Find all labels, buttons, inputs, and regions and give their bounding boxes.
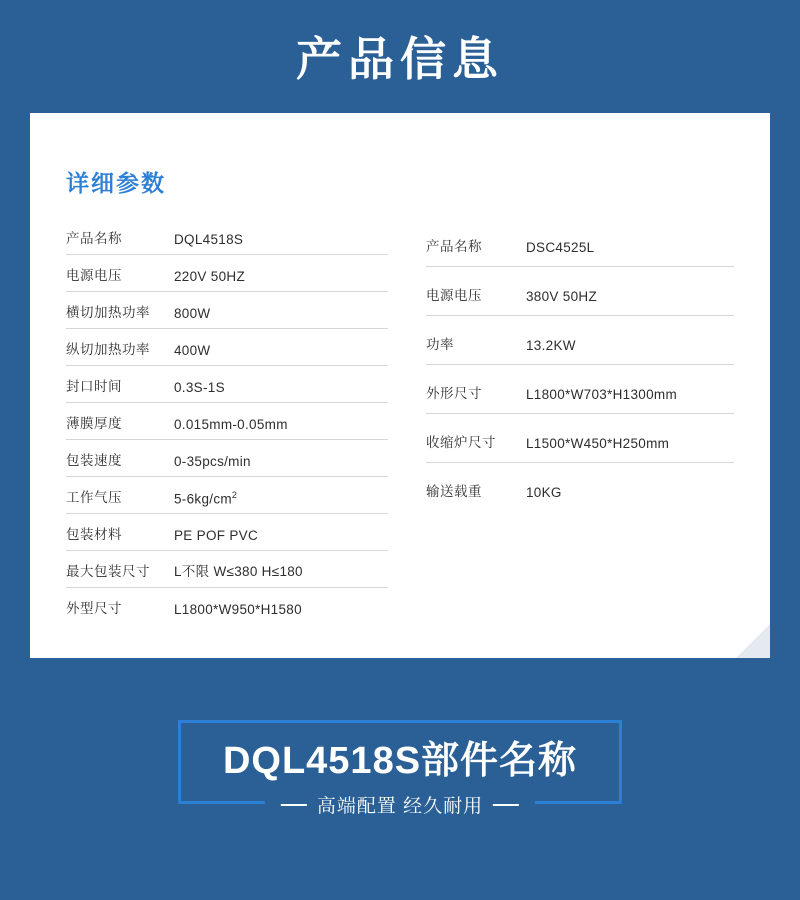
spec-label: 工作气压: [66, 490, 122, 505]
spec-label: 纵切加热功率: [66, 342, 150, 357]
spec-row: [426, 414, 734, 463]
spec-row: [426, 267, 734, 316]
spec-label: 最大包装尺寸: [66, 564, 150, 579]
spec-label: 产品名称: [66, 231, 122, 246]
spec-label: 包装速度: [66, 453, 122, 468]
rule-right: [493, 804, 519, 806]
spec-row: [426, 365, 734, 414]
spec-row: [66, 218, 388, 255]
spec-value: 0-35pcs/min: [174, 454, 251, 469]
spec-row: [66, 477, 388, 514]
card-corner-fold: [736, 624, 770, 658]
spec-value: $5-6kg/cm^2$: [174, 489, 238, 506]
spec-row: [426, 316, 734, 365]
spec-row: [66, 403, 388, 440]
spec-value: 0.3S-1S: [174, 380, 225, 395]
bottom-banner: [0, 720, 800, 817]
spec-row: [66, 588, 388, 624]
spec-value: DSC4525L: [526, 240, 595, 255]
spec-row: [66, 329, 388, 366]
spec-label: 输送载重: [426, 484, 482, 499]
spec-value: L1800*W950*H1580: [174, 602, 302, 617]
spec-label: 薄膜厚度: [66, 416, 122, 431]
spec-value: 380V 50HZ: [526, 289, 597, 304]
spec-value: DQL4518S: [174, 232, 244, 247]
spec-value: L不限 W≤380 H≤180: [174, 564, 303, 579]
spec-label: 电源电压: [426, 288, 482, 303]
spec-value: 0.015mm-0.05mm: [174, 417, 288, 432]
spec-value: PE POF PVC: [174, 528, 259, 543]
spec-value: 220V 50HZ: [174, 269, 245, 284]
banner-box: [178, 720, 622, 817]
spec-column-right: [400, 218, 770, 624]
spec-value: 800W: [174, 306, 211, 321]
spec-label: 横切加热功率: [66, 305, 150, 320]
spec-value: L1800*W703*H1300mm: [526, 387, 677, 402]
spec-label: 封口时间: [66, 379, 122, 394]
spec-label: 产品名称: [426, 239, 482, 254]
spec-row: [66, 440, 388, 477]
page-header: [0, 0, 800, 85]
banner-subtitle-wrap: [265, 791, 535, 818]
spec-column-left: [30, 218, 400, 624]
spec-label: 外型尺寸: [66, 601, 122, 616]
banner-subtitle: 高端配置 经久耐用: [316, 796, 484, 817]
spec-row: [66, 292, 388, 329]
spec-value: L1500*W450*H250mm: [526, 436, 670, 451]
page-title: 产品信息: [296, 33, 504, 85]
spec-card: [30, 113, 770, 658]
spec-label: 收缩炉尺寸: [426, 435, 496, 450]
spec-row: [66, 255, 388, 292]
card-title: 详细参数: [66, 170, 166, 196]
spec-label: 功率: [426, 337, 454, 352]
spec-value: 400W: [174, 343, 211, 358]
spec-row: [66, 514, 388, 551]
spec-row: [66, 551, 388, 588]
spec-row: [426, 218, 734, 267]
spec-value: 10KG: [526, 485, 562, 500]
rule-left: [281, 804, 307, 806]
spec-row: [426, 463, 734, 511]
spec-label: 电源电压: [66, 268, 122, 283]
spec-label: 外形尺寸: [426, 386, 482, 401]
spec-label: 包装材料: [66, 527, 122, 542]
spec-row: [66, 366, 388, 403]
spec-value: 13.2KW: [526, 338, 576, 353]
spec-columns: [30, 218, 770, 624]
banner-title: DQL4518S部件名称: [222, 740, 578, 782]
